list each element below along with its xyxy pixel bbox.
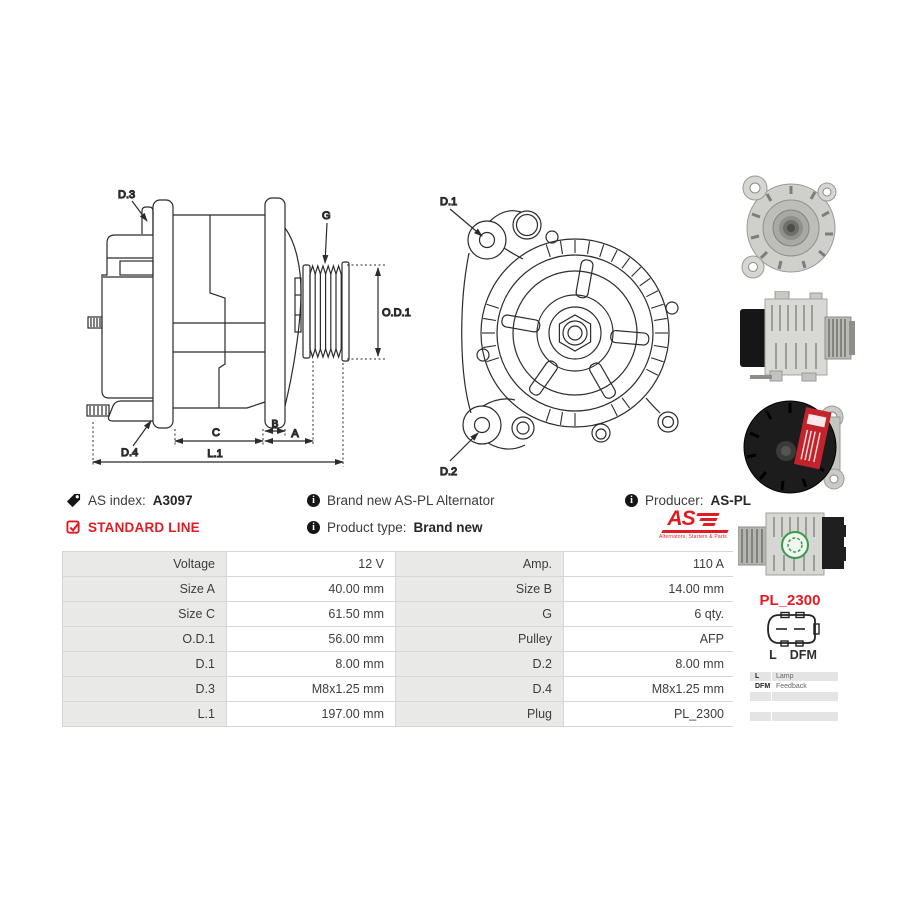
spec-value: 8.00 mm (564, 652, 735, 676)
legend-key: DFM (750, 682, 772, 691)
spec-label: Size A (63, 577, 226, 601)
spec-value: PL_2300 (564, 702, 735, 726)
alternator-pulley-side-photo (738, 509, 846, 579)
legend-value: Feedback (776, 683, 807, 690)
dim-d4-label: D.4 (121, 447, 139, 459)
alternator-rear-photo (740, 391, 846, 501)
info-icon (307, 521, 320, 534)
dim-c-label: C (212, 427, 220, 439)
spec-table (62, 551, 733, 727)
spec-value: M8x1.25 mm (564, 677, 735, 701)
plug-name: PL_2300 (759, 592, 821, 609)
legend-row-empty (750, 692, 838, 702)
tag-icon (66, 493, 81, 508)
spec-label: D.3 (63, 677, 226, 701)
as-index (66, 493, 193, 508)
plug-connector-drawing (763, 611, 823, 651)
spec-label: Pulley (396, 627, 563, 651)
dim-od1-label: O.D.1 (382, 307, 411, 319)
product-description (307, 493, 495, 508)
plug-pin-labels (763, 648, 823, 662)
spec-label: G (396, 602, 563, 626)
spec-label: D.4 (396, 677, 563, 701)
alternator-side-drawing (75, 165, 415, 495)
product-line (66, 520, 200, 535)
as-logo-underbar (661, 530, 728, 533)
spec-value: 56.00 mm (227, 627, 395, 651)
spec-label: D.1 (63, 652, 226, 676)
producer (625, 493, 751, 508)
spec-value: 61.50 mm (227, 602, 395, 626)
plug-legend (750, 672, 838, 722)
spec-label: Plug (396, 702, 563, 726)
dim-d1-label: D.1 (440, 196, 458, 208)
spec-value: 8.00 mm (227, 652, 395, 676)
as-logo-text: AS (667, 507, 695, 530)
product-type-value: Brand new (413, 520, 483, 535)
alternator-front-drawing (420, 165, 720, 495)
spec-label: Size C (63, 602, 226, 626)
legend-row-empty (750, 702, 838, 712)
product-type (307, 520, 483, 535)
legend-row (750, 672, 838, 682)
spec-label: Amp. (396, 552, 563, 576)
legend-value: Lamp (772, 672, 838, 681)
spec-value: 110 A (564, 552, 735, 576)
product-type-label: Product type: (327, 520, 407, 535)
dim-d3-label: D.3 (118, 189, 136, 201)
dim-b-label: B (271, 419, 279, 430)
legend-row-empty (750, 712, 838, 722)
dim-l1-label: L.1 (207, 448, 223, 460)
plug-pin-l: L (769, 648, 777, 662)
standard-line-label: STANDARD LINE (88, 520, 200, 535)
spec-value: M8x1.25 mm (227, 677, 395, 701)
as-logo-subtext: Alternators, Starters & Parts (658, 534, 728, 540)
as-index-label: AS index: (88, 493, 146, 508)
as-logo-stripes (697, 513, 719, 526)
checkbox-checked-icon (66, 520, 81, 535)
spec-label: O.D.1 (63, 627, 226, 651)
producer-value: AS-PL (710, 493, 752, 508)
info-icon (625, 494, 638, 507)
producer-label: Producer: (645, 493, 704, 508)
alternator-side-photo (740, 291, 855, 383)
dim-g-label: G (322, 210, 331, 222)
legend-key: L (750, 672, 772, 681)
dim-d2-label: D.2 (440, 466, 458, 478)
dim-a-label: A (291, 428, 299, 440)
spec-value: AFP (564, 627, 735, 651)
legend-row (750, 682, 838, 692)
spec-value: 6 qty. (564, 602, 735, 626)
spec-value: 14.00 mm (564, 577, 735, 601)
spec-value: 40.00 mm (227, 577, 395, 601)
plug-pin-dfm: DFM (789, 648, 817, 662)
spec-label: Size B (396, 577, 563, 601)
as-index-value: A3097 (152, 493, 193, 508)
spec-label: D.2 (396, 652, 563, 676)
info-icon (307, 494, 320, 507)
spec-value: 197.00 mm (227, 702, 395, 726)
alternator-front-photo (737, 172, 845, 284)
as-pl-logo (650, 507, 736, 540)
spec-label: L.1 (63, 702, 226, 726)
spec-label: Voltage (63, 552, 226, 576)
description-text: Brand new AS-PL Alternator (327, 493, 495, 508)
spec-value: 12 V (227, 552, 395, 576)
